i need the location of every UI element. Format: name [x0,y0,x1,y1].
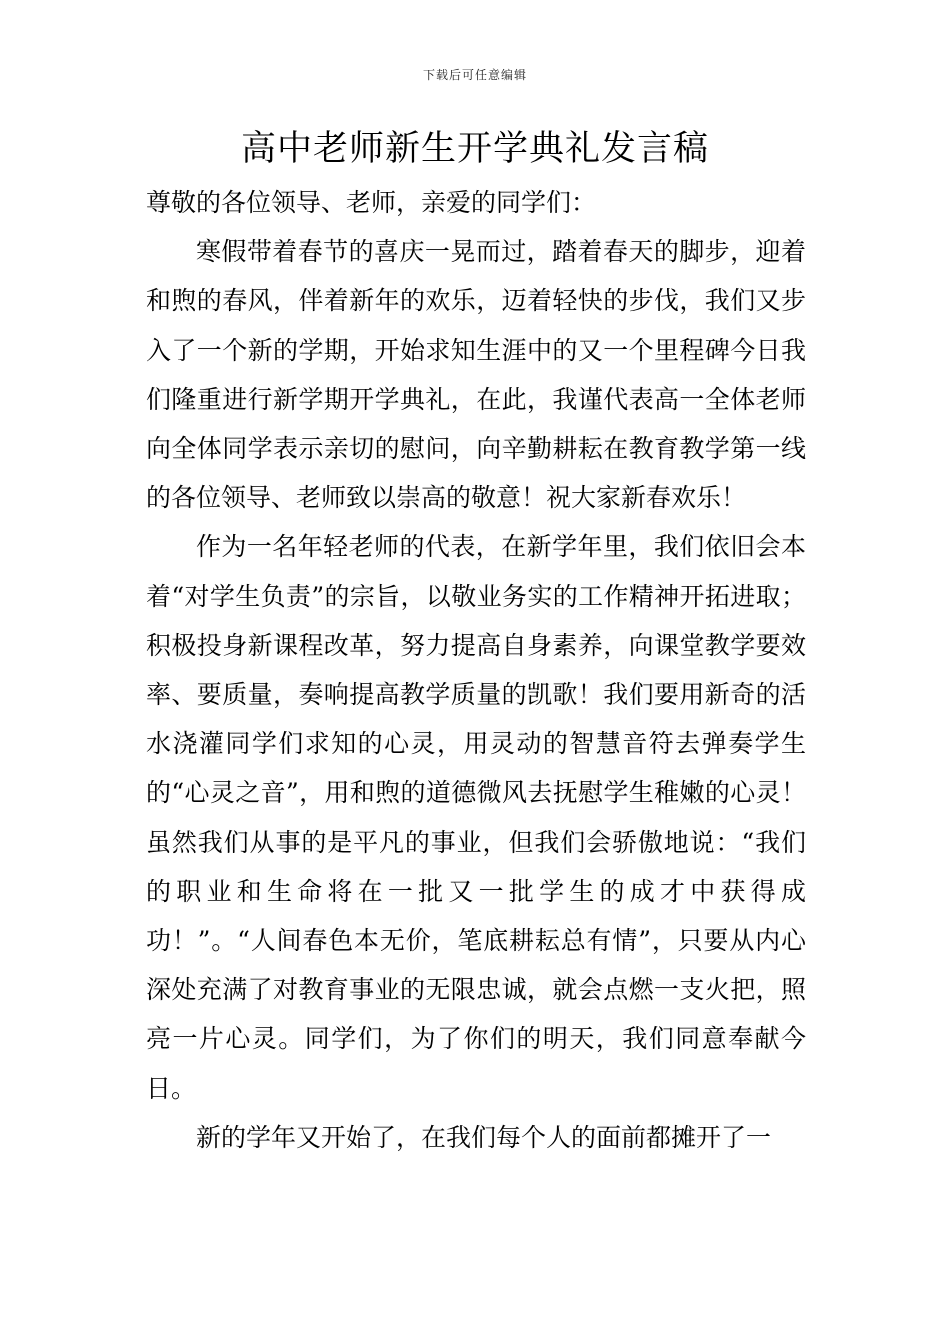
paragraph-2: 作为一名年轻老师的代表，在新学年里，我们依旧会本着“对学生负责”的宗旨，以敬业务实的工作精神开拓进取；积极投身新课程改革，努力提高自身素养，向课堂教学要效率、要质量，奏响提高教学质量的凯歌！我们要用新奇的活水浇灌同学们求知的心灵，用灵动的智慧音符去弹奏学生的“心灵之音”，用和煦的道德微风去抚慰学生稚嫩的心灵！虽然我们从事的是平凡的事业，但我们会骄傲地说：“我们的职业和生命将在一批又一批学生的成才中获得成功！”。“人间春色本无价，笔底耕耘总有情”，只要从内心深处充满了对教育事业的无限忠诚，就会点燃一支火把，照亮一片心灵。同学们，为了你们的明天，我们同意奉献今日。 [146,532,806,1103]
paragraph-3: 新的学年又开始了，在我们每个人的面前都摊开了一 [196,1122,772,1152]
header-note: 下载后可任意编辑 [422,68,527,82]
paragraph-1: 寒假带着春节的喜庆一晃而过，踏着春天的脚步，迎着和煦的春风，伴着新年的欢乐，迈着轻快的步伐，我们又步入了一个新的学期，开始求知生涯中的又一个里程碑今日我们隆重进行新学期开学典礼，在此，我谨代表高一全体老师向全体同学表示亲切的慰问，向辛勤耕耘在教育教学第一线的各位领导、老师致以崇高的敬意！祝大家新春欢乐！ [146,237,806,513]
greeting: 尊敬的各位领导、老师，亲爱的同学们： [146,188,597,217]
document-title: 高中老师新生开学典礼发言稿 [240,129,709,169]
document-body [146,178,806,1162]
